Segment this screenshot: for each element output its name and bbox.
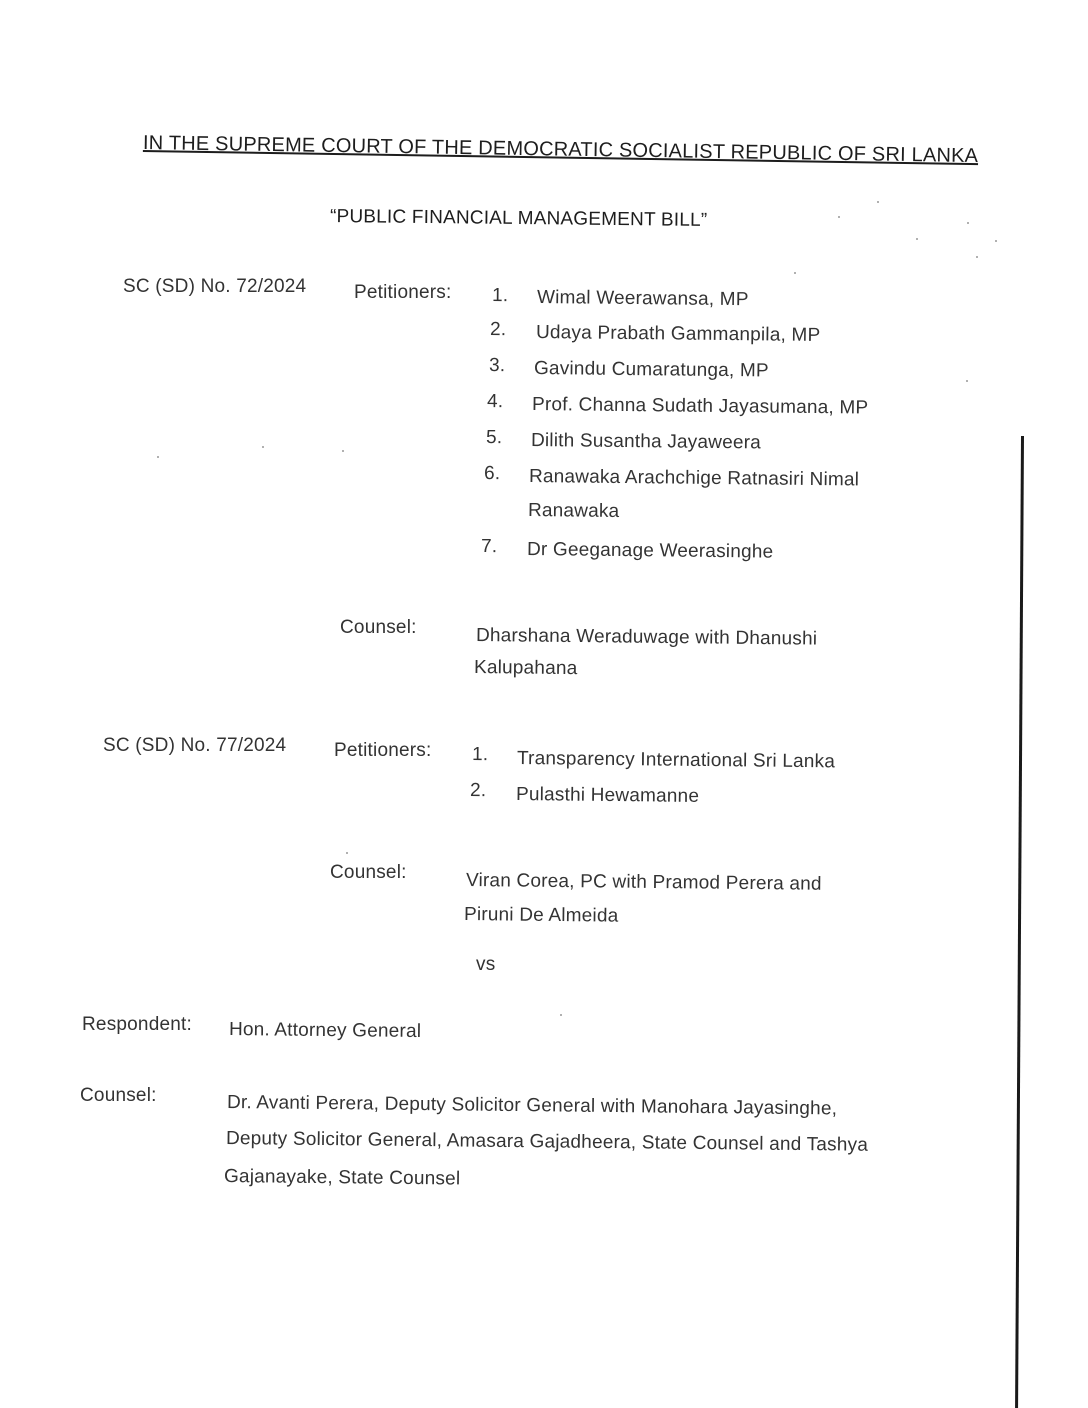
case-number-77: SC (SD) No. 77/2024 [103, 735, 287, 756]
petitioner-name-continued: Ranawaka [527, 500, 620, 522]
petitioner-name: Wimal Weerawansa, MP [536, 287, 749, 311]
petitioner-number: 3. [488, 355, 506, 377]
scan-speck [976, 256, 978, 258]
scan-speck [794, 272, 796, 274]
scan-speck [995, 240, 997, 242]
petitioner-name: Pulasthi Hewamanne [515, 784, 700, 807]
petitioner-name: Ranawaka Arachchige Ratnasiri Nimal [528, 466, 860, 491]
court-title: IN THE SUPREME COURT OF THE DEMOCRATIC SOCIALIST REPUBLIC OF SRI LANKA [142, 132, 979, 168]
scan-speck [916, 238, 918, 240]
petitioner-number: 5. [485, 427, 503, 449]
petitioner-number: 2. [489, 319, 507, 341]
scan-speck [157, 456, 159, 458]
scan-speck [967, 222, 969, 224]
respondent-label: Respondent: [82, 1014, 192, 1035]
scan-edge-line [1015, 436, 1024, 1408]
petitioner-name: Prof. Channa Sudath Jayasumana, MP [531, 394, 869, 419]
counsel-line: Viran Corea, PC with Pramod Perera and [465, 870, 822, 895]
scan-speck [966, 380, 968, 382]
petitioner-name: Gavindu Cumaratunga, MP [533, 358, 769, 382]
petitioner-number: 7. [480, 536, 498, 558]
scan-speck [838, 216, 840, 218]
counsel-line: Piruni De Almeida [463, 904, 619, 927]
counsel-line: Dharshana Weraduwage with Dhanushi [475, 625, 818, 650]
scan-speck [560, 1014, 562, 1016]
counsel-line: Kalupahana [473, 657, 578, 680]
petitioner-number: 4. [486, 391, 504, 413]
respondent-name: Hon. Attorney General [228, 1019, 422, 1043]
petitioner-name: Dr Geeganage Weerasinghe [526, 539, 774, 563]
versus-text: vs [476, 954, 496, 975]
case-number-72: SC (SD) No. 72/2024 [123, 276, 307, 297]
counsel-label: Counsel: [330, 862, 407, 883]
scan-speck [346, 852, 348, 854]
counsel-label: Counsel: [340, 617, 417, 638]
bill-title: “PUBLIC FINANCIAL MANAGEMENT BILL” [329, 206, 708, 231]
petitioner-name: Transparency International Sri Lanka [516, 748, 836, 773]
respondent-counsel-line: Deputy Solicitor General, Amasara Gajadheera, State Counsel and Tashya [225, 1128, 869, 1156]
respondent-counsel-line: Dr. Avanti Perera, Deputy Solicitor General with Manohara Jayasinghe, [226, 1092, 838, 1120]
respondent-counsel-label: Counsel: [80, 1085, 157, 1106]
petitioner-number: 1. [491, 285, 509, 307]
petitioners-label: Petitioners: [354, 282, 452, 303]
petitioner-number: 1. [471, 744, 489, 766]
scan-speck [262, 446, 264, 448]
petitioner-number: 6. [483, 463, 501, 485]
petitioner-number: 2. [469, 780, 487, 802]
petitioner-name: Udaya Prabath Gammanpila, MP [535, 322, 821, 346]
respondent-counsel-line: Gajanayake, State Counsel [223, 1166, 461, 1190]
petitioners-label: Petitioners: [334, 740, 432, 761]
petitioner-name: Dilith Susantha Jayaweera [530, 430, 762, 454]
scan-speck [877, 201, 879, 203]
scan-speck [342, 450, 344, 452]
